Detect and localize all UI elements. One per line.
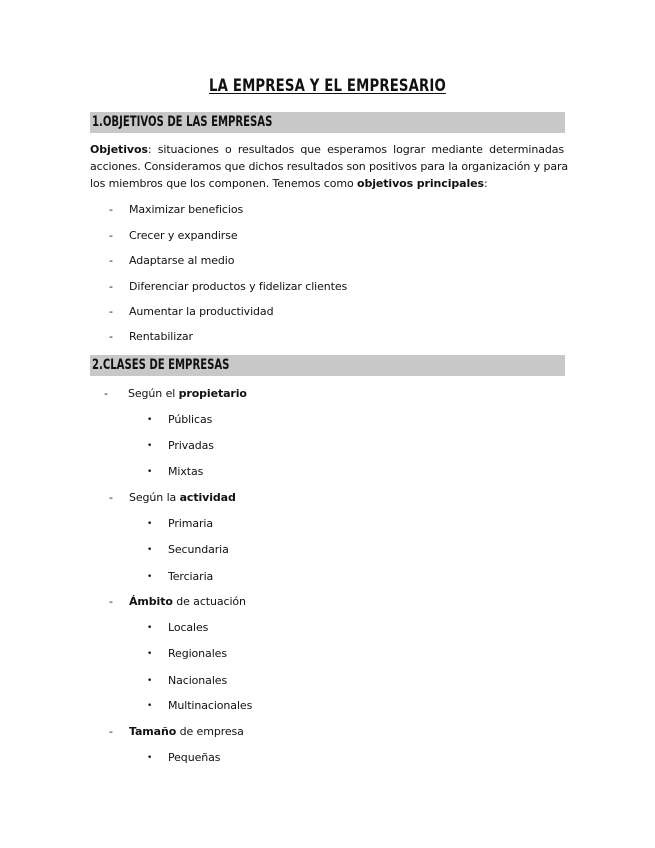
bullet-marker: • [147, 649, 153, 659]
list-item: Crecer y expandirse [129, 229, 238, 242]
list-item: Pequeñas [168, 751, 221, 764]
dash-marker: - [109, 305, 113, 318]
intro-line-3: los miembros que los componen. Tenemos como objetivos principales: [90, 177, 488, 190]
dash-marker: - [109, 330, 113, 343]
bullet-marker: • [147, 415, 153, 425]
class-activity-label: Según la actividad [129, 491, 236, 504]
list-item: Multinacionales [168, 699, 253, 712]
bullet-marker: • [147, 623, 153, 633]
bullet-marker: • [147, 572, 153, 582]
dash-marker: - [109, 280, 113, 293]
intro-line-1: Objetivos: situaciones o resultados que esperamos lograr mediante determinadas [90, 143, 564, 156]
bullet-marker: • [147, 467, 153, 477]
list-item: Nacionales [168, 674, 228, 687]
intro-paragraph [90, 141, 569, 192]
list-item: Primaria [168, 517, 213, 530]
list-item: Terciaria [168, 570, 214, 583]
dash-marker: - [109, 725, 113, 738]
bullet-marker: • [147, 676, 153, 686]
dash-marker: - [109, 254, 113, 267]
intro-line-2: acciones. Consideramos que dichos resultados son positivos para la organización y para [90, 160, 569, 173]
dash-marker: - [109, 203, 113, 216]
list-item: Privadas [168, 439, 214, 452]
bullet-marker: • [147, 441, 153, 451]
class-owner-label: Según el propietario [128, 387, 247, 400]
class-size-label: Tamaño de empresa [129, 725, 244, 738]
document-title: LA EMPRESA Y EL EMPRESARIO [209, 76, 446, 96]
bullet-marker: • [147, 545, 153, 555]
dash-marker: - [109, 595, 113, 608]
list-item: Adaptarse al medio [129, 254, 235, 267]
list-item: Rentabilizar [129, 330, 193, 343]
list-item: Públicas [168, 413, 213, 426]
list-item: Locales [168, 621, 209, 634]
list-item: Secundaria [168, 543, 229, 556]
section-heading-classes: 2.CLASES DE EMPRESAS [90, 355, 565, 376]
dash-marker: - [109, 229, 113, 242]
list-item: Regionales [168, 647, 227, 660]
section-heading-objectives: 1.OBJETIVOS DE LAS EMPRESAS [90, 112, 565, 133]
bullet-marker: • [147, 701, 153, 711]
class-scope-label: Ámbito de actuación [129, 595, 246, 608]
list-item: Aumentar la productividad [129, 305, 274, 318]
bullet-marker: • [147, 753, 153, 763]
bullet-marker: • [147, 519, 153, 529]
dash-marker: - [109, 491, 113, 504]
list-item: Maximizar beneficios [129, 203, 244, 216]
list-item: Diferenciar productos y fidelizar clientes [129, 280, 348, 293]
dash-marker: - [104, 387, 108, 400]
list-item: Mixtas [168, 465, 204, 478]
